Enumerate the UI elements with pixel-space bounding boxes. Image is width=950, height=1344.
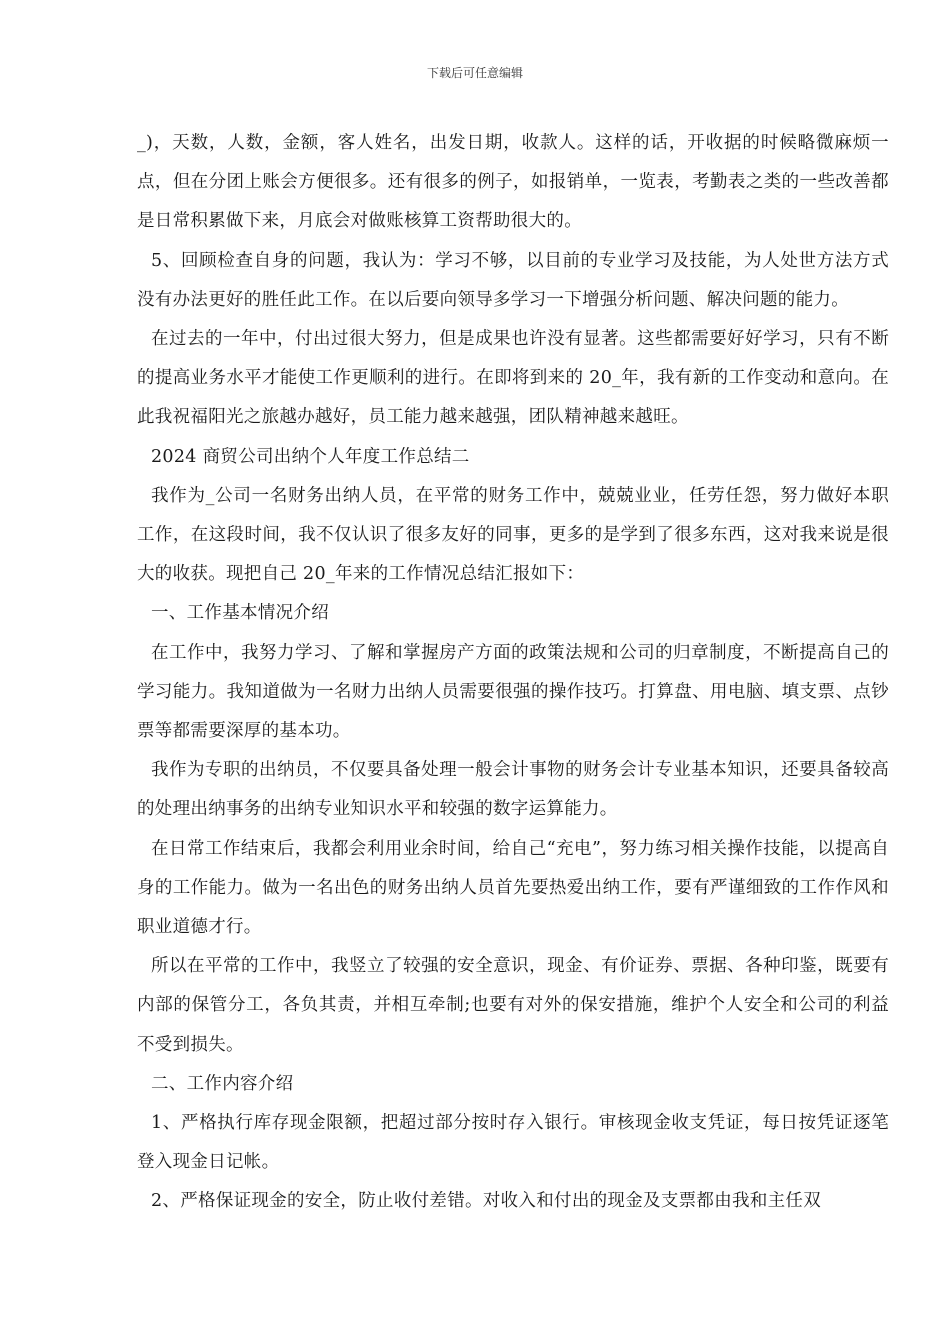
- paragraph-self-improvement: 在日常工作结束后，我都会利用业余时间，给自己“充电”，努力练习相关操作技能，以提高自身的工作能力。做为一名出色的财务出纳人员首先要热爱出纳工作，要有严谨细致的工作作风和职业道德才行。: [137, 838, 889, 938]
- paragraph-security: 所以在平常的工作中，我竖立了较强的安全意识，现金、有价证券、票据、各种印鉴，既要有内部的保管分工，各负其责，并相互牵制;也要有对外的保安措施，维护个人安全和公司的利益不受到损失。: [137, 956, 889, 1055]
- paragraph-intro: 我作为_公司一名财务出纳人员，在平常的财务工作中，兢兢业业，任劳任怨，努力做好本职工作，在这段时间，我不仅认识了很多友好的同事，更多的是学到了很多东西，这对我来说是很大的收获。现把自己 20_年来的工作情况总结汇报如下：: [137, 485, 889, 585]
- section-title: 2024 商贸公司出纳个人年度工作总结二: [151, 446, 470, 467]
- list-item-cash-limit: 1、严格执行库存现金限额，把超过部分按时存入银行。审核现金收支凭证，每日按凭证逐笔登入现金日记帐。: [137, 1113, 889, 1173]
- list-item-cash-safety: 2、严格保证现金的安全，防止收付差错。对收入和付出的现金及支票都由我和主任双: [151, 1191, 822, 1212]
- heading-basic-situation: 一、工作基本情况介绍: [151, 603, 329, 624]
- paragraph-year-reflection: 在过去的一年中，付出过很大努力，但是成果也许没有显著。这些都需要好好学习，只有不断的提高业务水平才能使工作更顺利的进行。在即将到来的 20_年，我有新的工作变动和意向。在此我祝福阳光之旅越办越好，员工能力越来越强，团队精神越来越旺。: [137, 329, 889, 428]
- heading-work-content: 二、工作内容介绍: [151, 1073, 294, 1094]
- paragraph-learning: 在工作中，我努力学习、了解和掌握房产方面的政策法规和公司的归章制度，不断提高自己的学习能力。我知道做为一名财力出纳人员需要很强的操作技巧。打算盘、用电脑、填支票、点钞票等都需要深厚的基本功。: [137, 642, 889, 742]
- paragraph-professional-knowledge: 我作为专职的出纳员，不仅要具备处理一般会计事物的财务会计专业基本知识，还要具备较高的处理出纳事务的出纳专业知识水平和较强的数字运算能力。: [137, 760, 889, 820]
- paragraph-continued: _)，天数，人数，金额，客人姓名，出发日期，收款人。这样的话，开收据的时候略微麻烦一点，但在分团上账会方便很多。还有很多的例子，如报销单，一览表，考勤表之类的一些改善都是日常积累做下来，月底会对做账核算工资帮助很大的。: [137, 133, 889, 232]
- page-header-note: 下载后可任意编辑: [426, 66, 523, 80]
- document-body: [137, 124, 889, 1222]
- paragraph-self-review: 5、回顾检查自身的问题，我认为：学习不够，以目前的专业学习及技能，为人处世方法方式没有办法更好的胜任此工作。在以后要向领导多学习一下增强分析问题、解决问题的能力。: [137, 250, 889, 310]
